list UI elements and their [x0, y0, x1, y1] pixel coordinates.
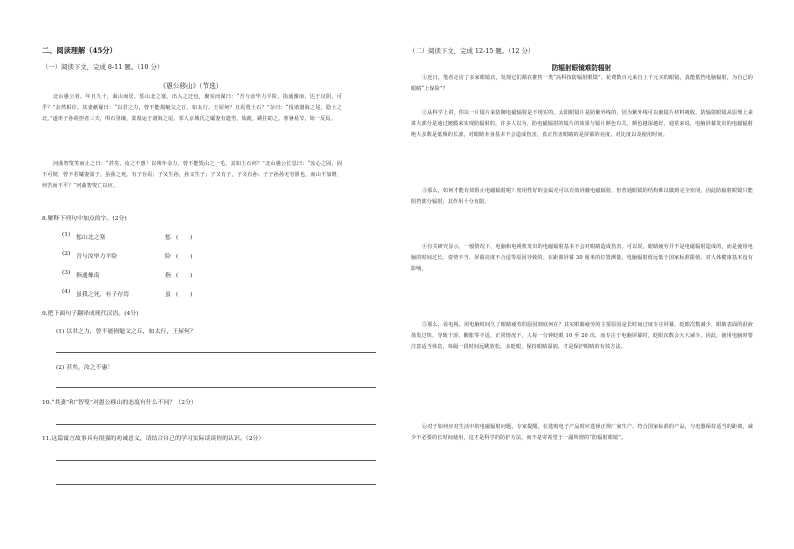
q8-item-2-text: 吾与汝毕力平险: [76, 254, 118, 260]
q8-item-4-num: (4): [62, 289, 71, 295]
q8-item-4-char: 虽: [165, 292, 171, 298]
article-paragraph-4: ④有关研究显示，一般情况下，电脑和电视机发出的电磁辐射基本不会对眼睛造成伤害。可以说，眼睛疲劳并不是电磁辐射造成的，而是使用电脑的时间过长、姿势不当、屏幕亮度不合适等原因导致的。在距离屏幕 30 厘米的位置测量，电脑辐射值远低于国家标准限值，对人体健康基本没有影响。: [411, 244, 753, 273]
q8-item-1-char: 惩: [165, 235, 171, 241]
article-paragraph-6: ⑥对于如何应对生活中的电磁辐射问题，专家提醒，在选购电子产品时应选择正规厂家生产、符合国家标准的产品，与电器保持适当的距离，减少不必要的长时间使用，这才是科学的防护方法，而不是寄希望于一副所谓的“防辐射眼镜”。: [411, 424, 753, 442]
q9-item-2: (2) 甚矣，汝之不惠！: [56, 365, 114, 371]
part1-title: （一）阅读下文，完成 8-11 题。（10 分）: [42, 63, 164, 71]
passage-title: 《愚公移山》（节选）: [159, 82, 223, 90]
q8-item-4-text: 虽我之死，有子存焉: [76, 292, 130, 298]
q8-item-2-char: 险: [165, 254, 171, 260]
q8-item-3-num: (3): [62, 270, 71, 276]
article-paragraph-2: ②从科学上讲，你以一片镜片来防御电磁辐射是不现实的。太阳眼镜片是防紫外线的，因为紫外线可以被镜片材料吸收。防辐射眼镜从原理上来讲大部分是通过镀膜来实现防辐射的，许多人以为，防电磁辐射的镜片的效果与镜片颜色有关，颜色越深越好。通常来说，电脑屏幕发出的电磁辐射绝大多数是低频的长波，对眼睛本身基本不会造成伤害，真正伤害眼睛的是屏幕的亮度、对比度以及使用时间。: [411, 110, 753, 139]
q8-item-3-text: 指通豫南: [76, 273, 100, 279]
q8-item-2-num: (2): [62, 251, 71, 257]
q8-item-4-blank[interactable]: ( ): [176, 292, 193, 298]
question-9: 9.把下面句子翻译成现代汉语。(4分): [42, 311, 139, 317]
article-paragraph-5: ⑤那么，看电视、用电脑时间久了眼睛疲劳的原因到底何在？其实眼睛疲劳的主要原因是长时间过度专注屏幕，眨眼次数减少，眼睛表面的泪液蒸发过快，导致干涩、酸胀等不适。正常情况下，人每一分钟眨眼 10 至 20 次，而专注于电脑屏幕时，眨眼次数会大大减少。因此，使用电脑时要注意适当休息，每隔一段时间远眺放松，多眨眼，保持眼睛湿润，才是保护眼睛的有效方法。: [411, 322, 753, 351]
q8-item-1-blank[interactable]: ( ): [176, 235, 193, 241]
passage-paragraph-2: 河曲智叟笑而止之曰：“甚矣，汝之不惠！以残年余力，曾不能毁山之一毛，其如土石何？”北山愚公长息曰：“汝心之固，固不可彻，曾不若孀妻弱子。虽我之死，有子存焉；子又生孙，孙又生子；子又有子，子又有孙；子子孙孙无穷匮也，而山不加增，何苦而不平？”河曲智叟亡以应。: [42, 161, 342, 190]
q9-answer-line-1[interactable]: [56, 352, 376, 353]
q11-answer-line-2[interactable]: [56, 484, 376, 485]
q11-answer-line-1[interactable]: [56, 460, 376, 461]
section-title: 二、阅读理解（45分）: [42, 46, 117, 55]
q8-item-1-text: 惩山北之塞: [76, 235, 106, 241]
article-title: 防辐射眼镜难防辐射: [551, 64, 612, 72]
q8-item-2-blank[interactable]: ( ): [176, 254, 193, 260]
article-paragraph-1: ①近日，笔者走访了多家眼镜店，发现它们都在推售一类“高科技防辐射眼镜”。花费数百元来自上千元买的眼镜，真能抵挡电脑辐射，为自己的眼睛“上保险”？: [411, 75, 753, 93]
q9-item-1: (1) 以君之力，曾不能损魁父之丘，如太行、王屋何？: [56, 329, 196, 335]
q8-item-1-num: (1): [62, 232, 71, 238]
passage-paragraph-1: 北山愚公者，年且九十，面山而居。惩山北之塞，出入之迂也，聚室而谋曰：“吾与汝毕力平险，指通豫南，达于汉阴，可乎？”杂然相许。其妻献疑曰：“以君之力，曾不能损魁父之丘，如太行、王屋何？且焉置土石？”杂曰：“投诸渤海之尾，隐土之北。”遂率子孙荷担者三夫，叩石垦壤，箕畚运于渤海之尾。邻人京城氏之孀妻有遗男，始龀，跳往助之。寒暑易节，始一反焉。: [42, 94, 342, 123]
q8-item-3-char: 指: [165, 273, 171, 279]
question-11: 11.这篇寓言故事具有很强的劝诫意义，请结合自己的学习实际谈谈你的认识。（2分）: [42, 436, 265, 442]
question-8: 8.解释下列句中加点的字。(2分): [42, 216, 127, 222]
article-paragraph-3: ③那么，如何才能有效阻止电磁辐射呢？密闭性好的金属壳可以有效屏蔽电磁辐射，但普通眼镜的结构难以做到完全密闭，因此防辐射眼镜只能阻挡部分辐射，其作用十分有限。: [411, 188, 753, 206]
q8-item-3-blank[interactable]: ( ): [176, 273, 193, 279]
part2-title: （二）阅读下文，完成 12-15 题。（12 分）: [409, 47, 535, 55]
question-10: 10.“其妻”和“智叟”对愚公移山的态度有什么不同？（2分）: [42, 400, 197, 406]
q9-answer-line-2[interactable]: [56, 387, 376, 388]
q10-answer-line[interactable]: [56, 424, 376, 425]
